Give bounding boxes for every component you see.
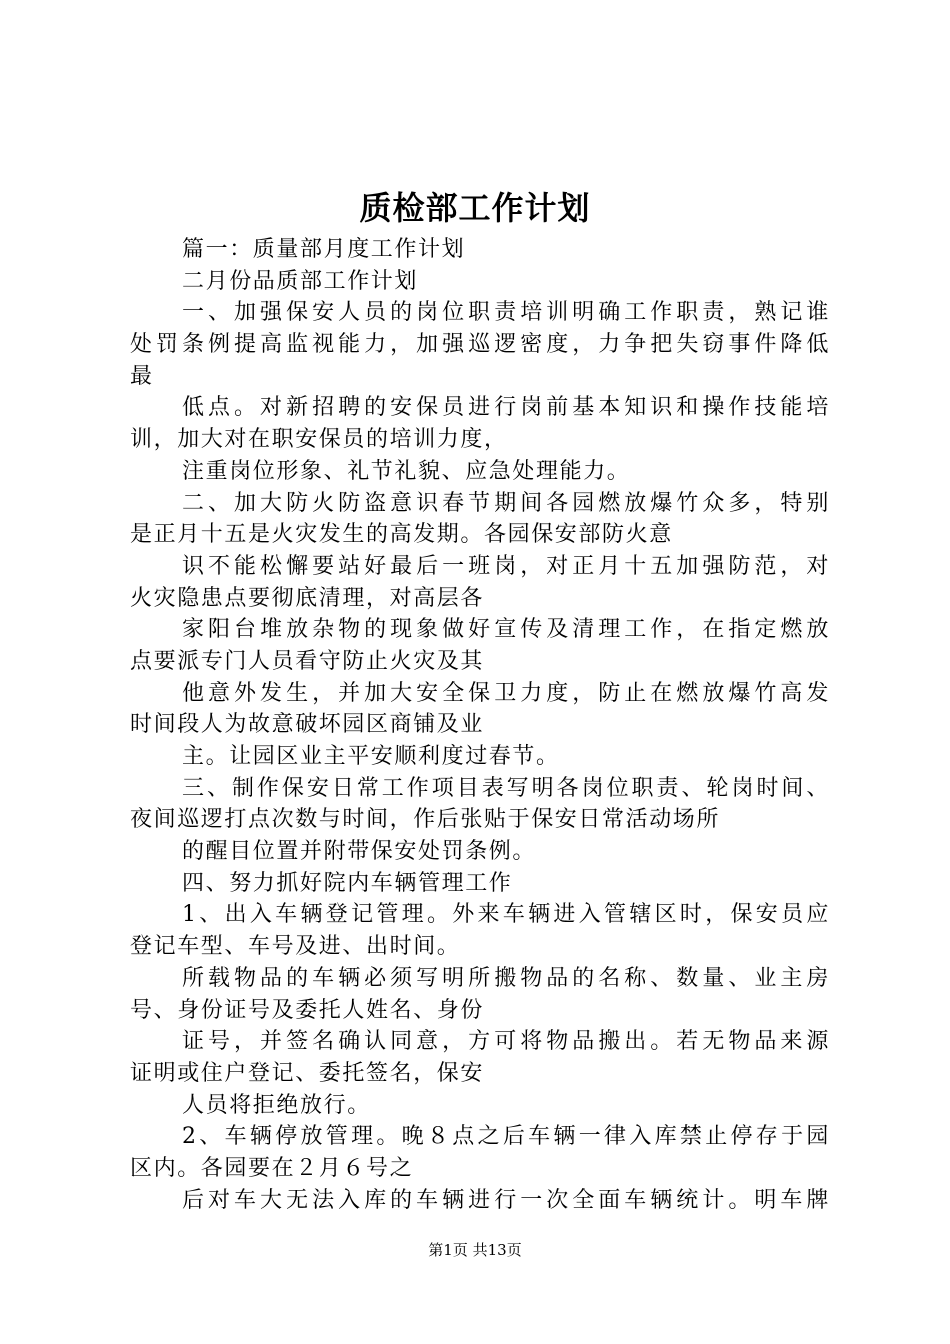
- text-line: 一、加强保安人员的岗位职责培训明确工作职责，熟记谁: [182, 300, 830, 326]
- text-line: 二、加大防火防盗意识春节期间各园燃放爆竹众多，特别: [182, 490, 830, 516]
- text-line: 登记车型、车号及进、出时间。: [130, 934, 461, 960]
- text-line: 证号，并签名确认同意，方可将物品搬出。若无物品来源: [182, 1029, 830, 1055]
- text-line: 低点。对新招聘的安保员进行岗前基本知识和操作技能培: [182, 395, 830, 421]
- text-line: 点要派专门人员看守防止火灾及其: [130, 648, 485, 674]
- text-line: 夜间巡逻打点次数与时间，作后张贴于保安日常活动场所: [130, 807, 721, 833]
- text-line: 识不能松懈要站好最后一班岗，对正月十五加强防范，对: [182, 553, 830, 579]
- page-footer: 第1页 共13页: [428, 1241, 522, 1259]
- text-line: 家阳台堆放杂物的现象做好宣传及清理工作，在指定燃放: [182, 617, 830, 643]
- text-line: 三、制作保安日常工作项目表写明各岗位职责、轮岗时间、: [182, 775, 830, 801]
- text-line: 2、车辆停放管理。晚８点之后车辆一律入库禁止停存于园: [182, 1124, 830, 1150]
- text-line: 人员将拒绝放行。: [182, 1092, 371, 1118]
- text-line: 注重岗位形象、礼节礼貌、应急处理能力。: [182, 458, 631, 484]
- text-line: 火灾隐患点要彻底清理，对高层各: [130, 585, 485, 611]
- text-line: 二月份品质部工作计划: [182, 268, 419, 294]
- text-line: 后对车大无法入库的车辆进行一次全面车辆统计。明车牌: [182, 1187, 830, 1213]
- text-line: 时间段人为故意破坏园区商铺及业: [130, 712, 485, 738]
- text-line: 篇一：质量部月度工作计划: [182, 237, 466, 262]
- text-line: 四、努力抓好院内车辆管理工作: [182, 870, 513, 896]
- document-body: [130, 234, 830, 1216]
- text-line: 所载物品的车辆必须写明所搬物品的名称、数量、业主房: [182, 965, 830, 991]
- text-line: 他意外发生，并加大安全保卫力度，防止在燃放爆竹高发: [182, 680, 830, 706]
- document-title: 质检部工作计划: [359, 189, 591, 227]
- text-line: 处罚条例提高监视能力，加强巡逻密度，力争把失窃事件降低: [130, 332, 830, 358]
- text-line: 1、出入车辆登记管理。外来车辆进入管辖区时，保安员应: [182, 902, 830, 928]
- text-line: 号、身份证号及委托人姓名、身份: [130, 997, 485, 1023]
- text-line: 最: [130, 363, 154, 389]
- text-line: 主。让园区业主平安顺利度过春节。: [182, 744, 560, 769]
- text-line: 的醒目位置并附带保安处罚条例。: [182, 839, 537, 865]
- text-line: 证明或住户登记、委托签名，保安: [130, 1060, 485, 1086]
- text-line: 训，加大对在职安保员的培训力度，: [130, 427, 508, 453]
- text-line: 区内。各园要在２月６号之: [130, 1155, 414, 1181]
- text-line: 是正月十五是火灾发生的高发期。各园保安部防火意: [130, 522, 673, 548]
